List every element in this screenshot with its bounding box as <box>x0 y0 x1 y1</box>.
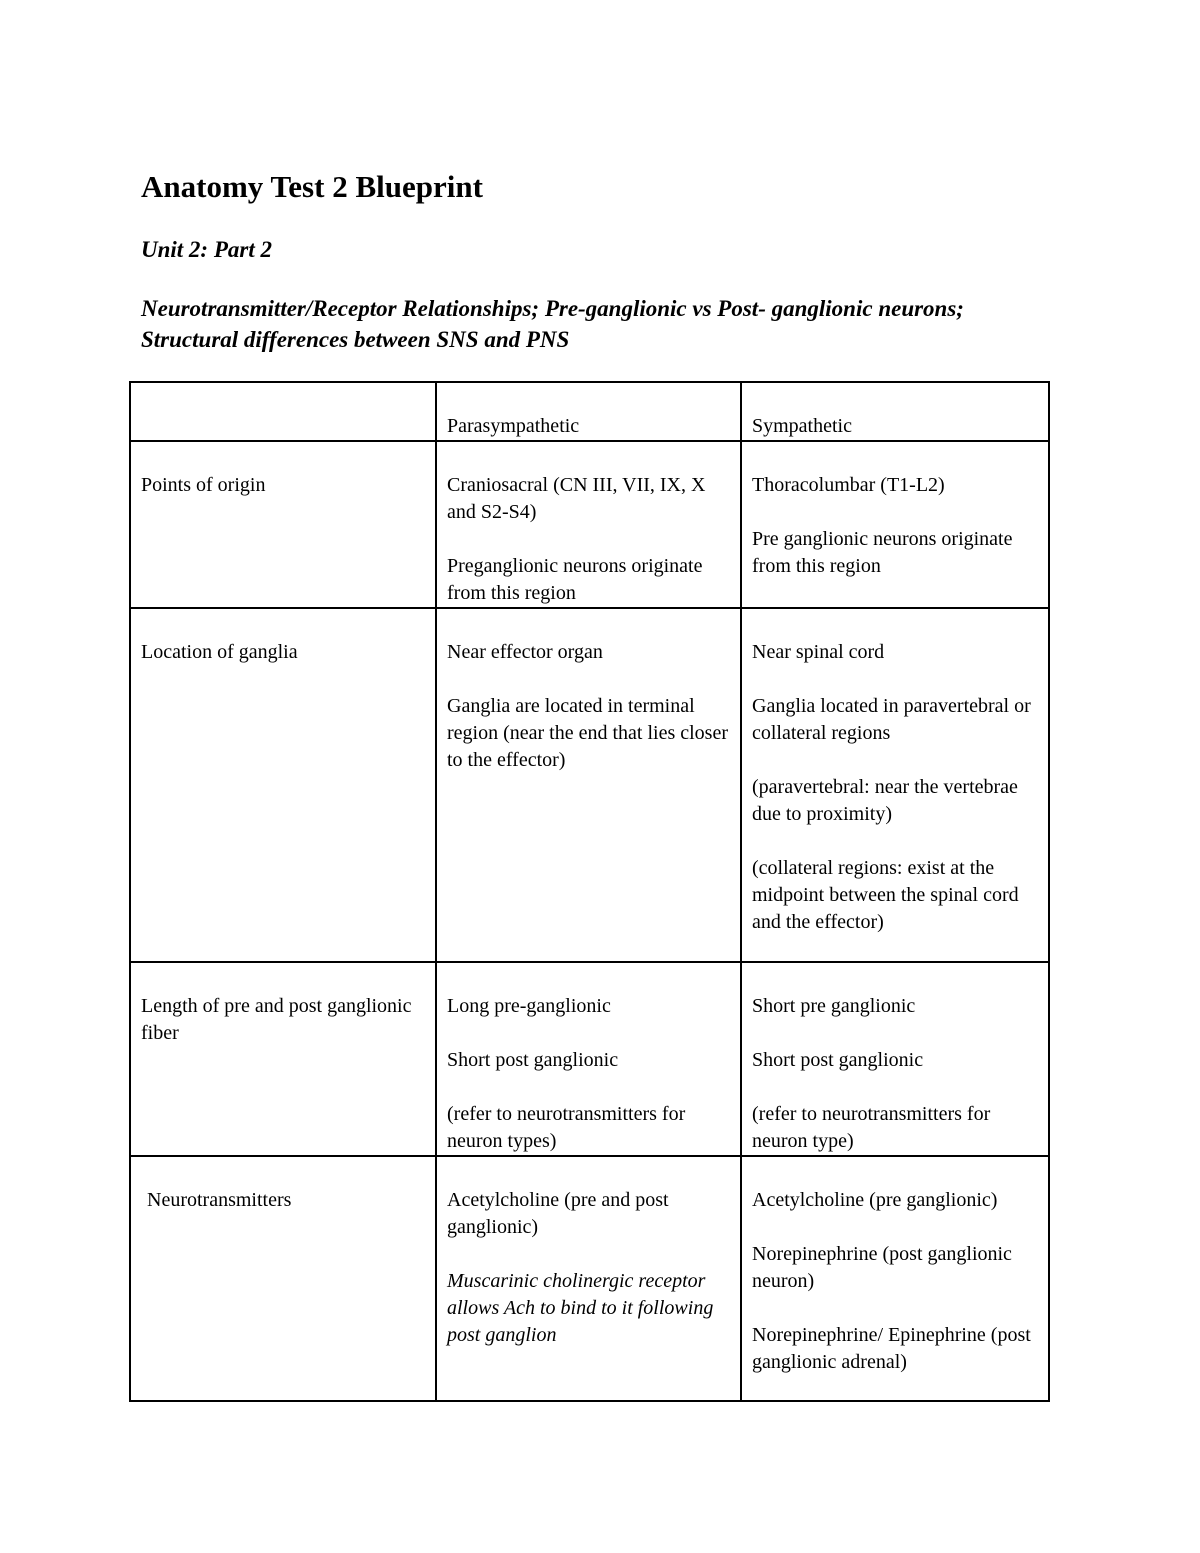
cell-text: Short post ganglionic <box>447 1049 619 1071</box>
cell-text: Near effector organ <box>447 641 603 663</box>
header-cell-empty <box>130 382 436 441</box>
sympathetic-neurotransmitter-cell <box>741 1156 1049 1401</box>
row-label-fiber-length: Length of pre and post ganglionic fiber <box>130 962 436 1156</box>
table-row <box>130 441 1049 608</box>
parasympathetic-ganglia-cell <box>436 608 741 962</box>
cell-text: Craniosacral (CN III, VII, IX, X and S2-S4) <box>447 474 706 523</box>
cell-text: (paravertebral: near the vertebrae due to proximity) <box>752 776 1018 825</box>
cell-text: (refer to neurotransmitters for neuron types) <box>447 1103 686 1152</box>
unit-heading: Unit 2: Part 2 <box>141 237 272 262</box>
cell-text: Short post ganglionic <box>752 1049 924 1071</box>
header-cell-sympathetic: Sympathetic <box>741 382 1049 441</box>
receptor-note: Muscarinic cholinergic receptor allows Ach to bind to it following post ganglion <box>447 1270 714 1346</box>
cell-text: Short pre ganglionic <box>752 995 916 1017</box>
cell-text: Norepinephrine/ Epinephrine (post ganglionic adrenal) <box>752 1324 1031 1373</box>
parasympathetic-fiber-cell <box>436 962 741 1156</box>
table-header-row <box>130 382 1049 441</box>
topics-heading: Neurotransmitter/Receptor Relationships; Pre-ganglionic vs Post- ganglionic neurons; Structural differences between SNS and PNS <box>141 296 964 352</box>
parasympathetic-neurotransmitter-cell <box>436 1156 741 1401</box>
cell-text: (collateral regions: exist at the midpoint between the spinal cord and the effector) <box>752 857 1019 933</box>
cell-text: Long pre-ganglionic <box>447 995 611 1017</box>
row-label-points-of-origin: Points of origin <box>130 441 436 608</box>
cell-text: Near spinal cord <box>752 641 885 663</box>
table-row <box>130 962 1049 1156</box>
parasympathetic-origin-cell <box>436 441 741 608</box>
cell-text: Ganglia are located in terminal region (near the end that lies closer to the effector) <box>447 695 728 771</box>
document-title: Anatomy Test 2 Blueprint <box>141 169 483 204</box>
table-row <box>130 608 1049 962</box>
row-label-neurotransmitters: Neurotransmitters <box>130 1156 436 1401</box>
cell-text: Preganglionic neurons originate from this region <box>447 555 703 604</box>
cell-text: Acetylcholine (pre and post ganglionic) <box>447 1189 669 1238</box>
sympathetic-ganglia-cell <box>741 608 1049 962</box>
cell-text: Acetylcholine (pre ganglionic) <box>752 1189 998 1211</box>
cell-text: Pre ganglionic neurons originate from this region <box>752 528 1013 577</box>
row-label-location-of-ganglia: Location of ganglia <box>130 608 436 962</box>
header-cell-parasympathetic: Parasympathetic <box>436 382 741 441</box>
sympathetic-origin-cell <box>741 441 1049 608</box>
table-row <box>130 1156 1049 1401</box>
cell-text: Norepinephrine (post ganglionic neuron) <box>752 1243 1012 1292</box>
sympathetic-fiber-cell <box>741 962 1049 1156</box>
cell-text: (refer to neurotransmitters for neuron type) <box>752 1103 991 1152</box>
cell-text: Thoracolumbar (T1-L2) <box>752 474 945 496</box>
comparison-table <box>129 381 1050 1402</box>
cell-text: Ganglia located in paravertebral or collateral regions <box>752 695 1031 744</box>
